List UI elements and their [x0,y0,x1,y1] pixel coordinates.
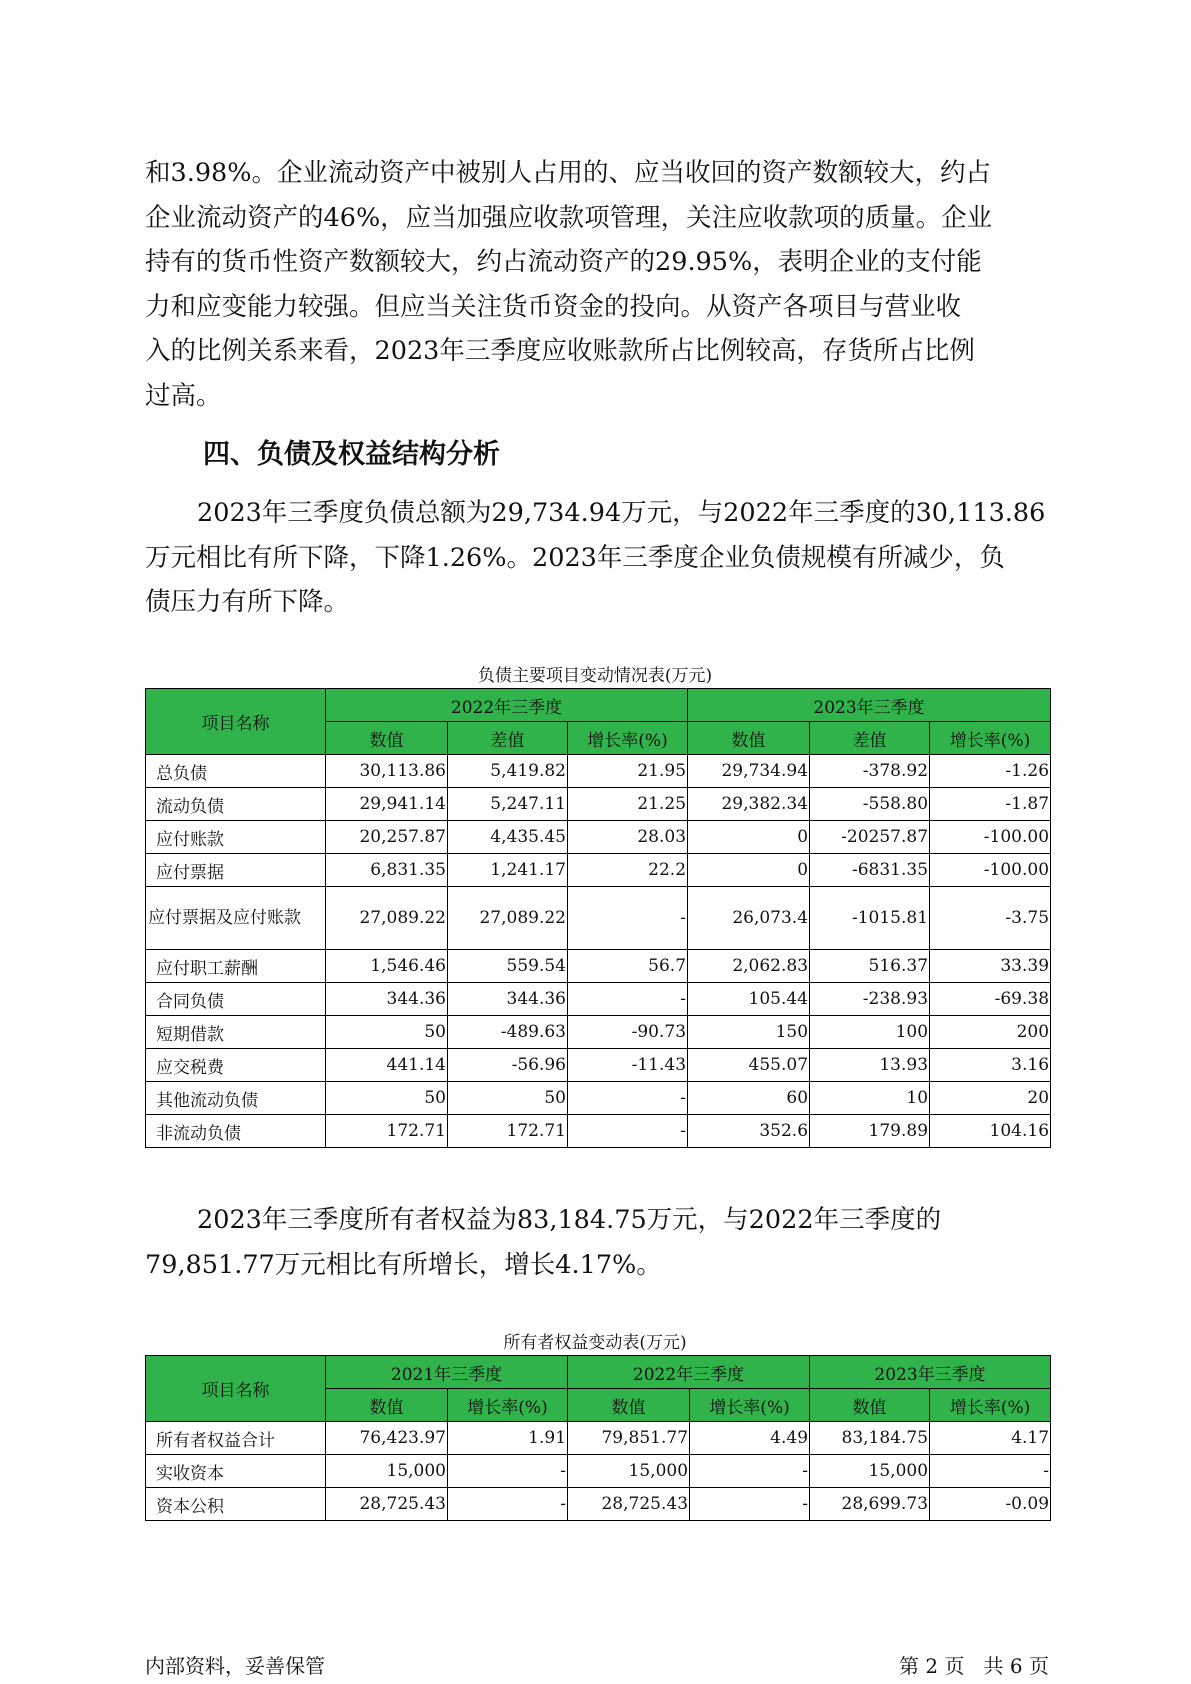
cell: - [448,1488,568,1521]
cell: 150 [688,1016,810,1049]
cell: -1.87 [930,788,1051,821]
text-line: 持有的货币性资产数额较大，约占流动资产的29.95%，表明企业的支付能 [145,247,982,277]
row-label: 应交税费 [146,1049,326,1082]
cell: 83,184.75 [810,1422,930,1455]
cell: 27,089.22 [326,887,448,950]
cell: -3.75 [930,887,1051,950]
text-line: 力和应变能力较强。但应当关注货币资金的投向。从资产各项目与营业收 [145,291,962,322]
cell: 79,851.77 [568,1422,690,1455]
header-item-name: 项目名称 [146,689,326,755]
header-value: 数值 [568,1389,690,1422]
cell: 29,734.94 [688,755,810,788]
row-label: 应付票据 [146,854,326,887]
cell: 26,073.4 [688,887,810,950]
cell: 28.03 [568,821,688,854]
cell: 50 [326,1082,448,1115]
equity-table-caption: 所有者权益变动表(万元) [503,1333,687,1353]
row-label: 其他流动负债 [146,1082,326,1115]
cell: 0 [688,821,810,854]
cell: -20257.87 [810,821,930,854]
table-row [146,887,1051,950]
cell: 455.07 [688,1049,810,1082]
cell: 27,089.22 [448,887,568,950]
table-row [146,1115,1051,1148]
cell: 20 [930,1082,1051,1115]
cell: 20,257.87 [326,821,448,854]
cell: 21.25 [568,788,688,821]
header-value: 数值 [688,722,810,755]
footer-page-number: 第 2 页 共 6 页 [899,1654,1049,1678]
table-row [146,983,1051,1016]
cell: - [568,983,688,1016]
row-label: 应付职工薪酬 [146,950,326,983]
text-line: 债压力有所下降。 [145,587,350,617]
row-label: 短期借款 [146,1016,326,1049]
cell: 2,062.83 [688,950,810,983]
text-line: 过高。 [145,380,222,411]
header-value: 数值 [810,1389,930,1422]
cell: - [448,1455,568,1488]
cell: 10 [810,1082,930,1115]
cell: - [568,887,688,950]
cell: -11.43 [568,1049,688,1082]
cell: - [690,1455,810,1488]
cell: -6831.35 [810,854,930,887]
cell: 76,423.97 [326,1422,448,1455]
cell: -1015.81 [810,887,930,950]
text-line: 79,851.77万元相比有所增长，增长4.17%。 [145,1249,662,1280]
table-row [146,1422,1051,1455]
cell: -56.96 [448,1049,568,1082]
cell: 6,831.35 [326,854,448,887]
header-growth: 增长率(%) [690,1389,810,1422]
cell: 344.36 [448,983,568,1016]
table-row [146,854,1051,887]
cell: 5,247.11 [448,788,568,821]
cell: 200 [930,1016,1051,1049]
cell: 352.6 [688,1115,810,1148]
cell: 344.36 [326,983,448,1016]
cell: 56.7 [568,950,688,983]
section-heading: 四、负债及权益结构分析 [203,439,500,470]
cell: 15,000 [568,1455,690,1488]
header-period: 2023年三季度 [688,689,1051,722]
cell: 3.16 [930,1049,1051,1082]
cell: 172.71 [326,1115,448,1148]
header-growth: 增长率(%) [568,722,688,755]
cell: -100.00 [930,854,1051,887]
table-row [146,1455,1051,1488]
cell: 105.44 [688,983,810,1016]
table-row [146,755,1051,788]
text-line: 企业流动资产的46%，应当加强应收款项管理，关注应收款项的质量。企业 [145,202,993,233]
text-line: 万元相比有所下降，下降1.26%。2023年三季度企业负债规模有所减少，负 [145,542,1005,573]
debt-table-caption: 负债主要项目变动情况表(万元) [477,666,713,686]
header-period: 2021年三季度 [326,1356,568,1389]
cell: -100.00 [930,821,1051,854]
cell: 4.49 [690,1422,810,1455]
cell: 29,941.14 [326,788,448,821]
text-line: 入的比例关系来看，2023年三季度应收账款所占比例较高，存货所占比例 [145,336,975,366]
row-label: 实收资本 [146,1455,326,1488]
cell: 1.91 [448,1422,568,1455]
cell: 50 [326,1016,448,1049]
cell: 5,419.82 [448,755,568,788]
header-item-name: 项目名称 [146,1356,326,1422]
row-label: 资本公积 [146,1488,326,1521]
cell: -1.26 [930,755,1051,788]
equity-table-body [146,1422,1051,1521]
cell: 28,699.73 [810,1488,930,1521]
cell: 21.95 [568,755,688,788]
cell: -0.09 [930,1488,1051,1521]
cell: -69.38 [930,983,1051,1016]
cell: - [690,1488,810,1521]
table-row [146,1016,1051,1049]
cell: 13.93 [810,1049,930,1082]
row-label: 流动负债 [146,788,326,821]
text-line: 2023年三季度所有者权益为83,184.75万元，与2022年三季度的 [197,1205,942,1235]
footer-left: 内部资料，妥善保管 [145,1654,325,1678]
intro-paragraph [145,151,1045,418]
cell: 4.17 [930,1422,1051,1455]
cell: 28,725.43 [568,1488,690,1521]
cell: 1,546.46 [326,950,448,983]
debt-table [145,688,1051,1148]
debt-table-body [146,755,1051,1148]
cell: 15,000 [326,1455,448,1488]
cell: 172.71 [448,1115,568,1148]
cell: 22.2 [568,854,688,887]
table-row [146,950,1051,983]
cell: 4,435.45 [448,821,568,854]
cell: 33.39 [930,950,1051,983]
table-row [146,1049,1051,1082]
cell: 0 [688,854,810,887]
cell: 516.37 [810,950,930,983]
cell: 30,113.86 [326,755,448,788]
header-value: 数值 [326,722,448,755]
cell: 100 [810,1016,930,1049]
header-growth: 增长率(%) [930,1389,1051,1422]
row-label: 所有者权益合计 [146,1422,326,1455]
cell: 179.89 [810,1115,930,1148]
header-period: 2022年三季度 [568,1356,810,1389]
header-diff: 差值 [448,722,568,755]
header-growth: 增长率(%) [930,722,1051,755]
table-row [146,788,1051,821]
debt-paragraph [145,491,1045,625]
cell: - [568,1082,688,1115]
cell: -489.63 [448,1016,568,1049]
cell: 29,382.34 [688,788,810,821]
table-row [146,1488,1051,1521]
cell: 104.16 [930,1115,1051,1148]
cell: 15,000 [810,1455,930,1488]
header-period: 2022年三季度 [326,689,688,722]
table-row [146,1082,1051,1115]
header-value: 数值 [326,1389,448,1422]
equity-paragraph [145,1198,1045,1287]
header-diff: 差值 [810,722,930,755]
cell: - [568,1115,688,1148]
cell: -558.80 [810,788,930,821]
cell: 441.14 [326,1049,448,1082]
header-period: 2023年三季度 [810,1356,1051,1389]
cell: 28,725.43 [326,1488,448,1521]
cell: -378.92 [810,755,930,788]
cell: 1,241.17 [448,854,568,887]
cell: -238.93 [810,983,930,1016]
cell: 50 [448,1082,568,1115]
text-line: 2023年三季度负债总额为29,734.94万元，与2022年三季度的30,113.86 [197,498,1046,528]
row-label: 应付账款 [146,821,326,854]
equity-table [145,1355,1051,1521]
header-growth: 增长率(%) [448,1389,568,1422]
cell: 559.54 [448,950,568,983]
cell: 60 [688,1082,810,1115]
row-label: 非流动负债 [146,1115,326,1148]
row-label: 应付票据及应付账款 [146,887,326,950]
table-row [146,821,1051,854]
row-label: 总负债 [146,755,326,788]
row-label: 合同负债 [146,983,326,1016]
text-line: 和3.98%。企业流动资产中被别人占用的、应当收回的资产数额较大，约占 [145,158,992,188]
cell: -90.73 [568,1016,688,1049]
cell: - [930,1455,1051,1488]
